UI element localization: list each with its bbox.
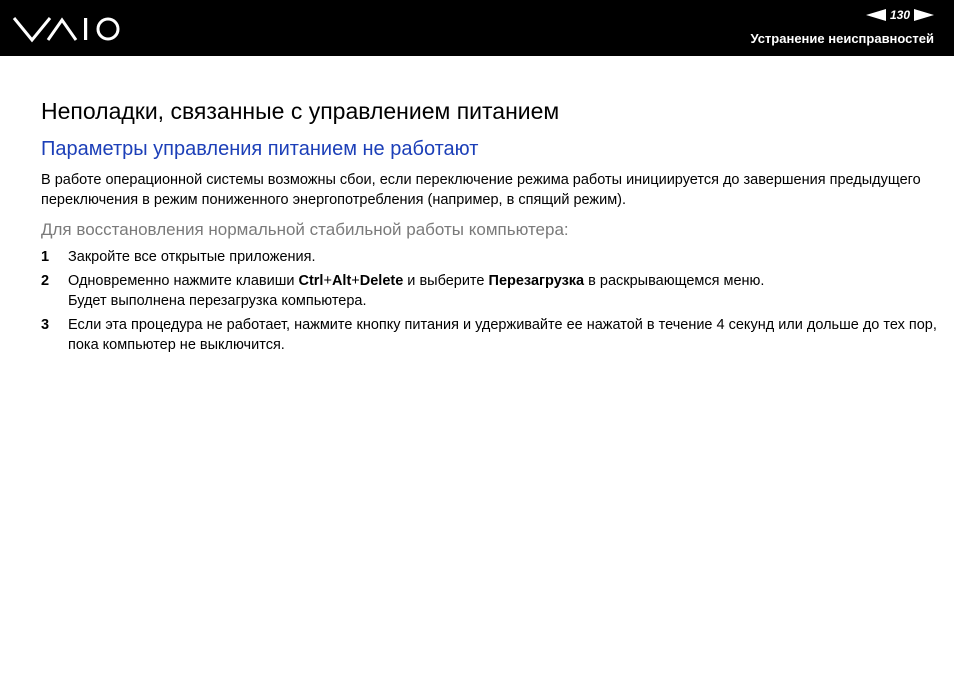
next-page-icon[interactable] bbox=[914, 9, 934, 21]
intro-paragraph: В работе операционной системы возможны сбои, если переключение режима работы инициируется до завершения предыдущего переключения в режим пониженного энергопотребления (например, в спящий режим). bbox=[41, 172, 921, 208]
page-navigation bbox=[866, 7, 934, 23]
step-text bbox=[68, 271, 941, 311]
step-number: 2 bbox=[41, 273, 50, 289]
step-text: Закройте все открытые приложения. bbox=[68, 249, 316, 265]
subheading: Параметры управления питанием не работают bbox=[41, 138, 479, 160]
vaio-logo-icon bbox=[12, 14, 122, 44]
step-text: Если эта процедура не работает, нажмите кнопку питания и удерживайте ее нажатой в течение 4 секунд или дольше до тех пор, пока компьютер не выключится. bbox=[68, 317, 937, 353]
header-bar bbox=[0, 0, 954, 56]
procedure-title: Для восстановления нормальной стабильной работы компьютера: bbox=[41, 220, 569, 239]
key-plus: + bbox=[323, 273, 332, 289]
page-number: 130 bbox=[889, 8, 910, 22]
menu-item-restart: Перезагрузка bbox=[488, 273, 585, 289]
page-heading: Неполадки, связанные с управлением питанием bbox=[41, 98, 560, 124]
key-delete: Delete bbox=[359, 273, 404, 289]
step-number: 3 bbox=[41, 317, 50, 333]
step-text-part: Одновременно нажмите клавиши bbox=[68, 273, 299, 289]
steps-list bbox=[41, 247, 941, 355]
step-text-part: и выберите bbox=[403, 273, 489, 289]
section-title: Устранение неисправностей bbox=[750, 31, 934, 46]
key-alt: Alt bbox=[331, 273, 352, 289]
step-text-part: в раскрывающемся меню. bbox=[584, 273, 765, 289]
previous-page-icon[interactable] bbox=[866, 9, 886, 21]
vaio-logo bbox=[12, 14, 122, 44]
key-plus: + bbox=[351, 273, 360, 289]
list-item bbox=[41, 271, 941, 311]
list-item bbox=[41, 247, 941, 267]
key-ctrl: Ctrl bbox=[298, 273, 324, 289]
step-number: 1 bbox=[41, 249, 50, 265]
list-item bbox=[41, 315, 941, 355]
main-content bbox=[41, 96, 941, 355]
step-note: Будет выполнена перезагрузка компьютера. bbox=[68, 293, 367, 309]
